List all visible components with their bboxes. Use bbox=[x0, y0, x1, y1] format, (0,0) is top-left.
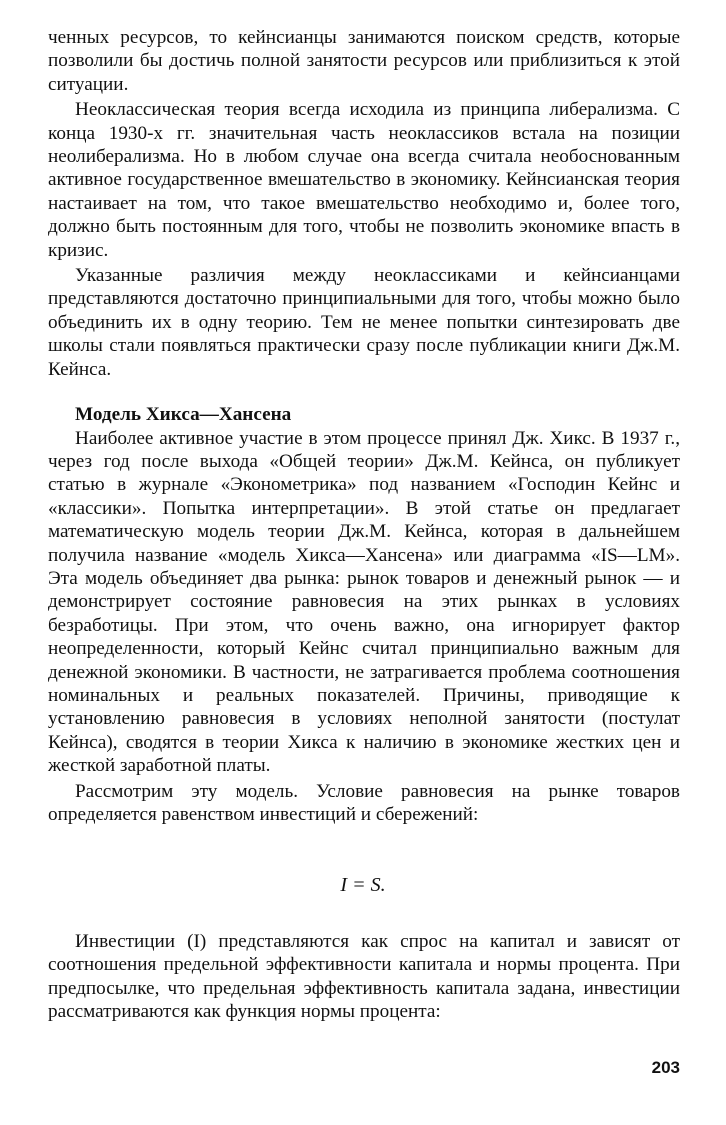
page-number: 203 bbox=[651, 1058, 680, 1077]
main-text-continued bbox=[48, 930, 680, 1024]
paragraph-hicks: Наиболее активное участие в этом процессе принял Дж. Хикс. В 1937 г., через год после выхода «Общей теории» Дж.М. Кейнса, он публикует статью в журнале «Эконометрика» под названием «Господин Кейнс и «классики». Попытка интерпретации». В этой статье он предлагает математическую модель теории Дж.М. Кейнса, которая в дальнейшем получила название «модель Хикса—Хансена» или диаграмма «IS—LM». Эта модель объединяет два рынка: рынок товаров и денежный рынок — и демонстрирует состояние равновесия на этих рынках в условиях безработицы. При этом, что очень важно, она игнорирует фактор неопределенности, который Кейнс считал принципиально важным для денежной экономики. В частности, не затрагивается проблема соотношения номинальных и реальных показателей. Причины, приводящие к установлению равновесия в условиях неполной занятости (постулат Кейнса), сводятся в теории Хикса к наличию в экономике жестких цен и жесткой заработной платы. bbox=[48, 427, 680, 777]
paragraph-differences: Указанные различия между неоклассиками и кейнсианцами представляются достаточно принципиальными для того, чтобы можно было объединить их в одну теорию. Тем не менее попытки синтезировать две школы стали появляться практически сразу после публикации книги Дж.М. Кейнса. bbox=[48, 265, 680, 380]
formula-i-equals-s: I = S. bbox=[340, 874, 386, 896]
paragraph-investments: Инвестиции (I) представляются как спрос на капитал и зависят от соотношения предельной эффективности капитала и нормы процента. При предпосылке, что предельная эффективность капитала задана, инвестиции рассматриваются как функция нормы процента: bbox=[48, 931, 680, 1023]
paragraph-liberalism: Неоклассическая теория всегда исходила из принципа либерализма. С конца 1930-х гг. значительная часть неоклассиков встала на позиции неолиберализма. Но в любом случае она всегда считала необоснованным активное государственное вмешательство в экономику. Кейнсианская теория настаивает на том, что такое вмешательство необходимо и, более того, должно быть постоянным для того, чтобы не позволить экономике впасть в кризис. bbox=[48, 99, 680, 261]
paragraph-consider-model: Рассмотрим эту модель. Условие равновесия на рынке товаров определяется равенством инвестиций и сбережений: bbox=[48, 780, 680, 825]
paragraph-continuation: ченных ресурсов, то кейнсианцы занимаются поиском средств, которые позволили бы достичь полной занятости ресурсов или приблизиться к этой ситуации. bbox=[48, 27, 680, 95]
section-heading: Модель Хикса—Хансена bbox=[75, 404, 292, 426]
main-text bbox=[48, 26, 680, 826]
